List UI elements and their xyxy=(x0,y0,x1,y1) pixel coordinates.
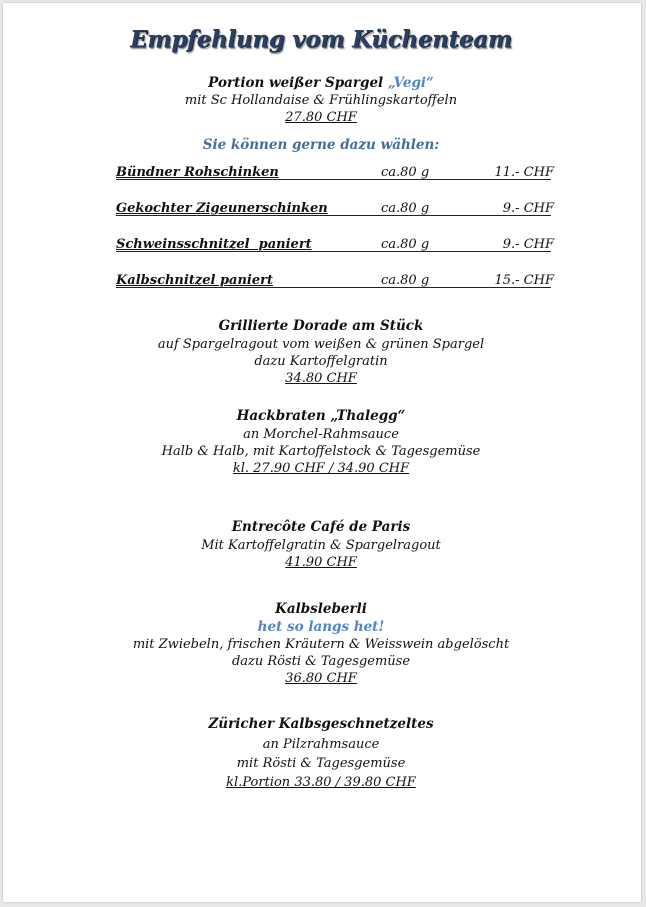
choice-price: 11.- CHF xyxy=(494,165,554,180)
dish-hackbraten-price: kl. 27.90 CHF / 34.90 CHF xyxy=(232,461,410,476)
choice-name: Schweinsschnitzel paniert xyxy=(116,237,312,252)
choice-price: 15.- CHF xyxy=(494,273,554,288)
choice-price: 9.- CHF xyxy=(502,201,554,216)
dish-geschnetzeltes-name: Züricher Kalbsgeschnetzeltes xyxy=(208,716,434,732)
dish-hackbraten-desc1: an Morchel-Rahmsauce xyxy=(243,427,399,442)
choice-weight: ca.80 g xyxy=(381,273,430,288)
dish-hackbraten-desc2: Halb & Halb, mit Kartoffelstock & Tagesgemüse xyxy=(161,444,481,459)
choice-row xyxy=(116,237,556,253)
dish-dorade-name: Grillierte Dorade am Stück xyxy=(218,318,424,334)
dish-entrecote-price: 41.90 CHF xyxy=(285,555,357,570)
dish-spargel-tag: „Vegi“ xyxy=(387,75,434,91)
dish-spargel-price: 27.80 CHF xyxy=(285,110,357,125)
choice-weight: ca.80 g xyxy=(381,201,430,216)
dish-entrecote-name: Entrecôte Café de Paris xyxy=(231,519,411,535)
dish-spargel-desc: mit Sc Hollandaise & Frühlingskartoffeln xyxy=(184,93,458,108)
choice-name: Kalbschnitzel paniert xyxy=(116,273,273,288)
dish-dorade-price: 34.80 CHF xyxy=(285,371,357,386)
dish-leberli-desc2: dazu Rösti & Tagesgemüse xyxy=(231,654,411,669)
choice-row xyxy=(116,273,556,289)
menu-title: Empfehlung vom Küchenteam xyxy=(130,26,512,53)
choice-name: Gekochter Zigeunerschinken xyxy=(116,201,328,216)
choice-price: 9.- CHF xyxy=(502,237,554,252)
dish-leberli-price: 36.80 CHF xyxy=(285,671,357,686)
dish-geschnetzeltes-desc1: an Pilzrahmsauce xyxy=(262,737,380,752)
choice-weight: ca.80 g xyxy=(381,165,430,180)
dish-dorade-desc1: auf Spargelragout vom weißen & grünen Spargel xyxy=(157,337,485,352)
dish-hackbraten-name: Hackbraten „Thalegg“ xyxy=(236,408,406,424)
dish-dorade-desc2: dazu Kartoffelgratin xyxy=(254,354,388,369)
dish-spargel-title xyxy=(0,75,642,91)
dish-leberli-desc1: mit Zwiebeln, frischen Kräutern & Weisswein abgelöscht xyxy=(132,637,510,652)
dish-geschnetzeltes-desc2: mit Rösti & Tagesgemüse xyxy=(236,756,406,771)
choice-row xyxy=(116,165,556,181)
dish-entrecote-desc1: Mit Kartoffelgratin & Spargelragout xyxy=(201,538,441,553)
dish-geschnetzeltes-price: kl.Portion 33.80 / 39.80 CHF xyxy=(226,775,416,790)
choice-row xyxy=(116,201,556,217)
dish-spargel-name: Portion weißer Spargel xyxy=(208,75,384,91)
choice-heading: Sie können gerne dazu wählen: xyxy=(202,137,440,153)
dish-leberli-name: Kalbsleberli xyxy=(275,601,367,617)
choice-weight: ca.80 g xyxy=(381,237,430,252)
choice-name: Bündner Rohschinken xyxy=(116,165,279,180)
dish-leberli-tag: het so langs het! xyxy=(257,619,385,635)
